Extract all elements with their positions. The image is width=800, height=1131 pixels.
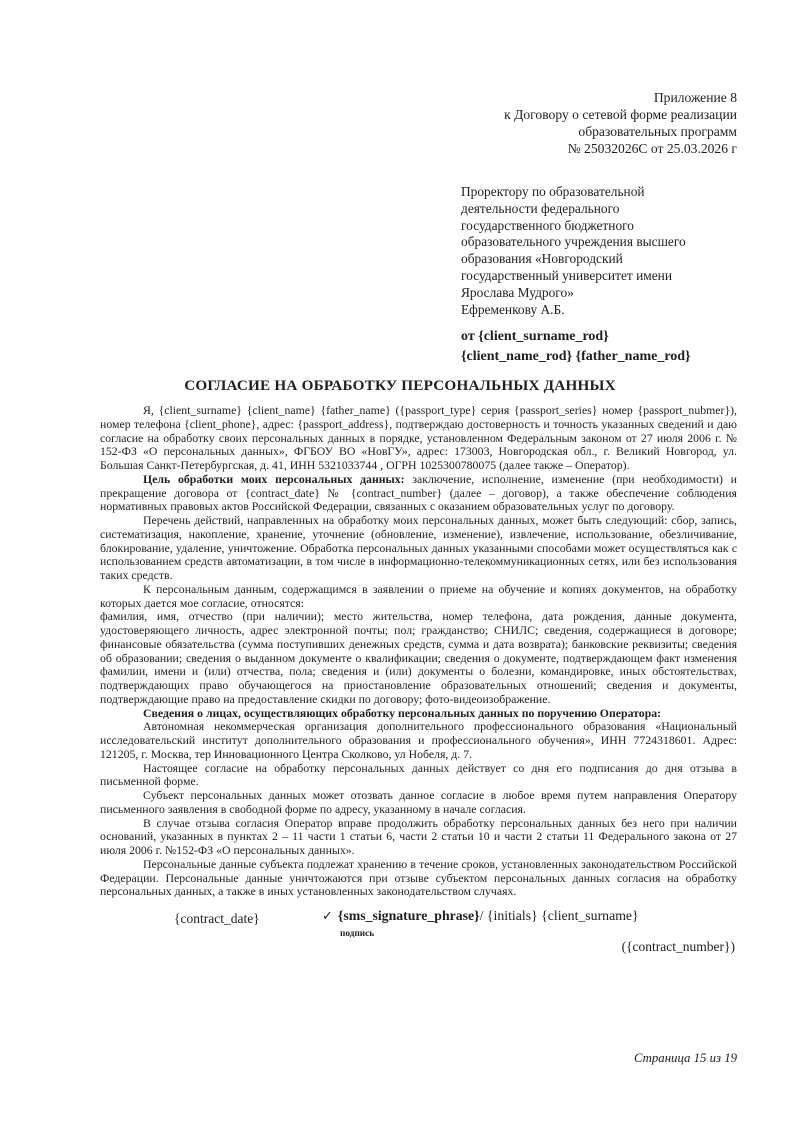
from-line-name-patronymic: {client_name_rod} {father_name_rod} <box>461 349 691 364</box>
appendix-line: образовательных программ <box>578 124 737 139</box>
paragraph-actions-list: Перечень действий, направленных на обработку моих персональных данных, может быть следующий: сбор, запись, систематизация, накопление, хранение, уточнение (обновление, изменение), извлечение, использование, обезличивание, блокирование, удаление, уничтожение. Обработка персональных данных указанными способами может осуществляться как с использованием средств автоматизации, в том числе в информационно-телекоммуникационных сетях, или без использования таких средств. <box>100 513 737 582</box>
paragraph-withdrawal-exception: В случае отзыва согласия Оператор вправе продолжить обработку персональных данных без него при наличии оснований, указанных в пунктах 2 – 11 части 1 статьи 6, части 2 статьи 10 и части 2 статьи 11 Федерального закона от 27 июля 2006 г. №152-ФЗ «О персональных данных». <box>100 815 737 857</box>
paragraph-purpose <box>100 473 737 514</box>
addressee-line: государственного бюджетного <box>461 217 635 233</box>
paragraph-storage: Персональные данные субъекта подлежат хранению в течение сроков, установленных законодательством Российской Федерации. Персональные данные уничтожаются при отзыве субъектом персональных данных согласия на обработку персональных данных, а также в иных установленных законодательством случаях. <box>100 856 737 899</box>
paragraph-processor-organization: Автономная некоммерческая организация дополнительного профессионального образования «Национальный исследовательский институт дополнительного образования и профессионального обучения», ИНН 7724318601. Адрес: 121205, г. Москва, тер Инновационного Центра Сколково, ул Нобеля, д. 7. <box>100 719 737 761</box>
addressee-line: образования «Новгородский <box>461 251 623 267</box>
paragraph-processors-heading: Сведения о лицах, осуществляющих обработку персональных данных по поручению Оператора: <box>143 705 662 720</box>
appendix-line: к Договору о сетевой форме реализации <box>504 107 737 122</box>
signature-initials-surname: / {initials} {client_surname} <box>479 908 639 923</box>
paragraph-purpose-rest: заключение, исполнение, изменение (при необходимости) и прекращение договора от {contract_date} № {contract_number} (далее – договор), а также обеспечение соблюдения нормативных правовых актов Российской Федерации, связанных с оказанием образовательных услуг по договору. <box>100 471 737 514</box>
document-body <box>100 404 737 973</box>
paragraph-personal-data-list: фамилия, имя, отчество (при наличии); место жительства, номер телефона, дата рождения, данные документа, удостоверяющего личность, адрес электронной почты; пол; гражданство; СНИЛС; сведения, содержащиеся в договоре; финансовые обязательства (сумма поступивших денежных средств, сумма и дата возврата); банковские реквизиты; сведения об образовании; сведения о выданном документе о квалификации; сведения о документе, подтверждающем факт изменения фамилии, имени и (или) отчества, пола; сведения и (или) документы о болезни, командировке, иных обстоятельствах, подтверждающих право обучающегося на приостановление образовательных отношений; сведения и документы, подтверждающие право на предоставление скидки по договору; фото-видеоизображение. <box>100 609 737 706</box>
signature-block <box>100 909 737 973</box>
paragraph-intro: Я, {client_surname} {client_name} {father_name} ({passport_type} серия {passport_series} номер {passport_nubmer}), номер телефона {client_phone}, адрес: {passport_address}, подтверждаю достоверность и точность указанных сведений и даю согласие на обработку своих персональных данных в порядке, установленном Федеральным законом от 27 июля 2006 г. № 152-ФЗ «О персональных данных», ФГБОУ ВО «НовГУ», адрес: 173003, Новгородская обл., г. Великий Новгород, ул. Большая Санкт-Петербургская, д. 41, ИНН 5321033744 , ОГРН 1025300780075 (далее также – Оператор). <box>100 403 737 472</box>
appendix-line: Приложение 8 <box>653 90 737 105</box>
paragraph-personal-data-intro: К персональным данным, содержащимся в заявлении о приеме на обучение и копиях документов, на обработку которых дается мое согласие, относятся: <box>100 581 737 610</box>
paragraph-withdrawal: Субъект персональных данных может отозвать данное согласие в любое время путем направления Оператору письменного заявления в свободной форме по адресу, указанному в начале согласия. <box>100 788 737 816</box>
appendix-line: № 25032026С от 25.03.2026 г <box>567 141 737 156</box>
contract-number: ({contract_number}) <box>621 939 735 954</box>
signature-caption: подпись <box>340 929 375 939</box>
addressee-line: образовательного учреждения высшего <box>461 234 686 250</box>
addressee-line: государственный университет имени <box>461 267 673 283</box>
from-line-surname: от {client_surname_rod} <box>461 329 609 344</box>
paragraph-validity: Настоящее согласие на обработку персональных данных действует со дня его подписания до дня отзыва в письменной форме. <box>100 760 737 789</box>
signature-date: {contract_date} <box>174 911 260 926</box>
signature-phrase: {sms_signature_phrase} <box>337 908 480 923</box>
addressee-line: деятельности федерального <box>461 200 620 216</box>
appendix-header <box>0 89 737 157</box>
from-block <box>461 327 751 367</box>
page-number-label: Страница 15 из 19 <box>633 1051 737 1065</box>
paragraph-purpose-lead: Цель обработки моих персональных данных: <box>143 471 405 486</box>
signature-line <box>322 909 639 923</box>
document-title: СОГЛАСИЕ НА ОБРАБОТКУ ПЕРСОНАЛЬНЫХ ДАННЫХ <box>184 377 616 394</box>
checkmark-icon: ✓ <box>322 908 333 923</box>
addressee-block <box>461 184 743 318</box>
addressee-line: Ярослава Мудрого» <box>461 284 574 300</box>
addressee-line: Ефременкову А.Б. <box>461 301 565 317</box>
addressee-line: Проректору по образовательной <box>461 184 645 199</box>
